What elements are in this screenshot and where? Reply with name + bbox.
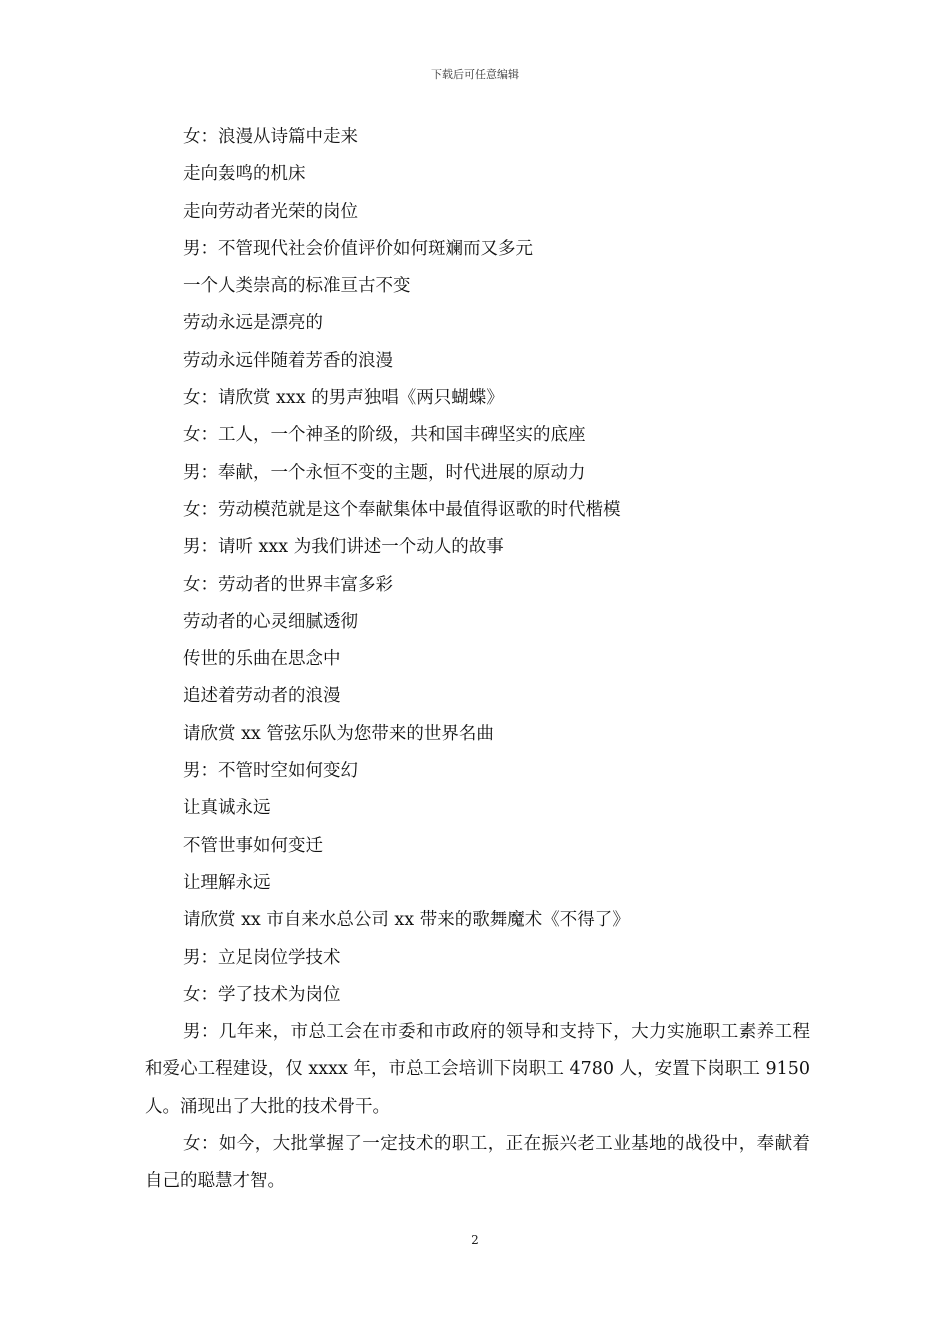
- script-line: 劳动者的心灵细腻透彻: [183, 611, 358, 632]
- script-line: 请欣赏 xx 市自来水总公司 xx 带来的歌舞魔术《不得了》: [183, 910, 630, 931]
- script-line: 让真诚永远: [183, 798, 271, 819]
- script-line: 让理解永远: [183, 872, 271, 893]
- script-line: 传世的乐曲在思念中: [183, 649, 341, 670]
- script-line: 男：立足岗位学技术: [183, 947, 341, 968]
- page-number: 2: [471, 1233, 479, 1247]
- script-line: 男：不管时空如何变幻: [183, 761, 358, 782]
- document-body: [145, 119, 810, 1201]
- script-line: 女：浪漫从诗篇中走来: [183, 127, 358, 147]
- script-line: 女：劳动模范就是这个奉献集体中最值得讴歌的时代楷模: [183, 499, 621, 520]
- script-line: 请欣赏 xx 管弦乐队为您带来的世界名曲: [183, 723, 494, 744]
- script-line: 男：奉献，一个永恒不变的主题，时代进展的原动力: [183, 462, 586, 483]
- script-line: 女：学了技术为岗位: [183, 984, 341, 1005]
- body-paragraph: 男：几年来，市总工会在市委和市政府的领导和支持下，大力实施职工素养工程和爱心工程建设，仅 xxxx 年，市总工会培训下岗职工 4780 人，安置下岗职工 9150 人。涌现出了大批的技术骨干。: [145, 1022, 810, 1117]
- page-header: 下载后可任意编辑: [431, 68, 519, 81]
- script-line: 劳动永远是漂亮的: [183, 313, 323, 334]
- script-line: 走向轰鸣的机床: [183, 164, 306, 185]
- script-line: 女：请欣赏 xxx 的男声独唱《两只蝴蝶》: [183, 388, 504, 409]
- script-line: 男：请听 xxx 为我们讲述一个动人的故事: [183, 537, 504, 558]
- script-line: 劳动永远伴随着芳香的浪漫: [183, 350, 393, 371]
- script-line: 女：劳动者的世界丰富多彩: [183, 574, 393, 595]
- script-line: 女：工人，一个神圣的阶级，共和国丰碑坚实的底座: [183, 425, 586, 446]
- script-line: 男：不管现代社会价值评价如何斑斓而又多元: [183, 238, 533, 259]
- script-line: 不管世事如何变迁: [183, 835, 323, 856]
- body-paragraph: 女：如今，大批掌握了一定技术的职工，正在振兴老工业基地的战役中，奉献着自己的聪慧才智。: [145, 1134, 810, 1192]
- script-line: 一个人类崇高的标准亘古不变: [183, 276, 411, 297]
- script-line: 走向劳动者光荣的岗位: [183, 201, 358, 222]
- script-line: 追述着劳动者的浪漫: [183, 686, 341, 707]
